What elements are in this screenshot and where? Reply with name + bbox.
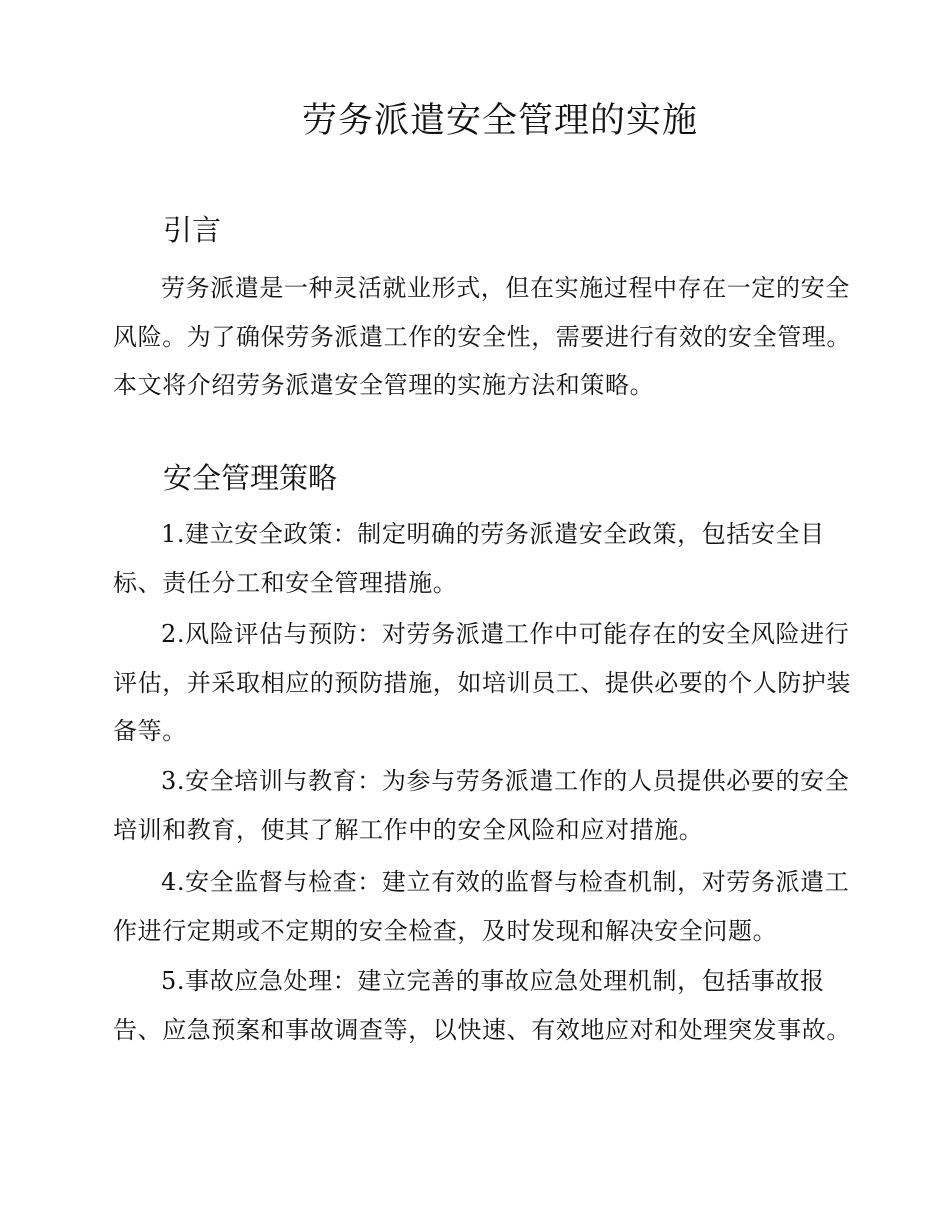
document-title: 劳务派遣安全管理的实施: [301, 101, 698, 141]
strategy-paragraph-4: 4.安全监督与检查：建立有效的监督与检查机制，对劳务派遣工作进行定期或不定期的安全检查，及时发现和解决安全问题。: [113, 868, 850, 945]
section-heading-strategies: 安全管理策略: [163, 461, 338, 495]
strategy-paragraph-3: 3.安全培训与教育：为参与劳务派遣工作的人员提供必要的安全培训和教育，使其了解工作中的安全风险和应对措施。: [113, 767, 850, 844]
strategy-paragraph-5: 5.事故应急处理：建立完善的事故应急处理机制，包括事故报告、应急预案和事故调查等，以快速、有效地应对和处理突发事故。: [113, 967, 851, 1044]
intro-paragraph: 劳务派遣是一种灵活就业形式，但在实施过程中存在一定的安全风险。为了确保劳务派遣工作的安全性，需要进行有效的安全管理。本文将介绍劳务派遣安全管理的实施方法和策略。: [113, 274, 851, 399]
section-heading-introduction: 引言: [163, 213, 222, 247]
strategy-paragraph-1: 1.建立安全政策：制定明确的劳务派遣安全政策，包括安全目标、责任分工和安全管理措施。: [113, 520, 825, 597]
strategy-paragraph-2: 2.风险评估与预防：对劳务派遣工作中可能存在的安全风险进行评估，并采取相应的预防措施，如培训员工、提供必要的个人防护装备等。: [113, 620, 851, 745]
